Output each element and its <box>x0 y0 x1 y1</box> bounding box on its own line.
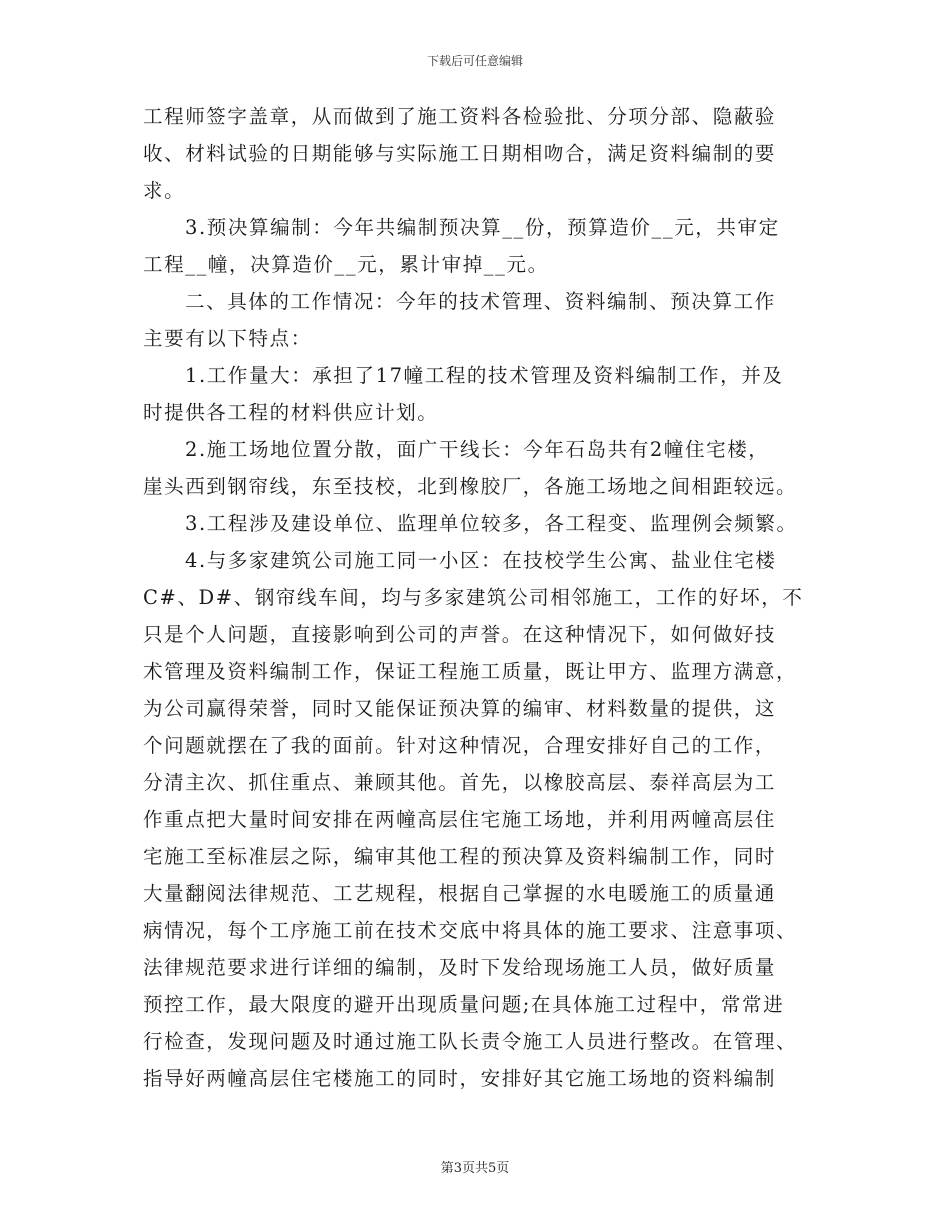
document-body <box>143 98 807 1097</box>
text-line: 个问题就摆在了我的面前。针对这种情况，合理安排好自己的工作， <box>143 734 777 757</box>
text-line: 收、材料试验的日期能够与实际施工日期相吻合，满足资料编制的要 <box>143 142 777 165</box>
text-line: 作重点把大量时间安排在两幢高层住宅施工场地，并利用两幢高层住 <box>143 808 777 831</box>
text-line: 大量翻阅法律规范、工艺规程，根据自己掌握的水电暖施工的质量通 <box>143 882 777 905</box>
paragraph-start-line: 3.工程涉及建设单位、监理单位较多，各工程变、监理例会频繁。 <box>185 512 798 535</box>
text-line: 时提供各工程的材料供应计划。 <box>143 401 439 424</box>
paragraph-start-line: 4.与多家建筑公司施工同一小区：在技校学生公寓、盐业住宅楼 <box>185 549 777 572</box>
text-line: 工程师签字盖章，从而做到了施工资料各检验批、分项分部、隐蔽验 <box>143 105 777 128</box>
text-line: 为公司赢得荣誉，同时又能保证预决算的编审、材料数量的提供，这 <box>143 697 777 720</box>
text-line: 只是个人问题，直接影响到公司的声誉。在这种情况下，如何做好技 <box>143 623 777 646</box>
text-line: 预控工作，最大限度的避开出现质量问题;在具体施工过程中，常常进 <box>143 993 785 1016</box>
text-line: 法律规范要求进行详细的编制，及时下发给现场施工人员，做好质量 <box>143 956 777 979</box>
text-line: 行检查，发现问题及时通过施工队长责令施工人员进行整改。在管理、 <box>143 1030 798 1053</box>
text-line: 崖头西到钢帘线，东至技校，北到橡胶厂，各施工场地之间相距较远。 <box>143 475 798 498</box>
section-heading-line: 二、具体的工作情况：今年的技术管理、资料编制、预决算工作 <box>185 290 776 313</box>
text-line: 术管理及资料编制工作，保证工程施工质量，既让甲方、监理方满意， <box>143 660 798 683</box>
text-line: 求。 <box>143 179 186 202</box>
page-number: 第3页共5页 <box>440 1161 510 1176</box>
text-line: 主要有以下特点： <box>143 327 312 350</box>
text-line: 指导好两幢高层住宅楼施工的同时，安排好其它施工场地的资料编制 <box>143 1067 777 1090</box>
paragraph-start-line: 1.工作量大：承担了17幢工程的技术管理及资料编制工作，并及 <box>185 364 784 387</box>
text-line: 宅施工至标准层之际，编审其他工程的预决算及资料编制工作，同时 <box>143 845 777 868</box>
paragraph-start-line: 3.预决算编制：今年共编制预决算__份，预算造价__元，共审定 <box>185 216 780 239</box>
page-header-note: 下载后可任意编辑 <box>426 54 523 68</box>
text-line: C#、D#、钢帘线车间，均与多家建筑公司相邻施工，工作的好坏，不 <box>143 586 804 609</box>
text-line: 病情况，每个工序施工前在技术交底中将具体的施工要求、注意事项、 <box>143 919 798 942</box>
text-line: 工程__幢，决算造价__元，累计审掉__元。 <box>143 253 549 276</box>
text-line: 分清主次、抓住重点、兼顾其他。首先，以橡胶高层、泰祥高层为工 <box>143 771 777 794</box>
paragraph-start-line: 2.施工场地位置分散，面广干线长：今年石岛共有2幢住宅楼， <box>185 438 770 461</box>
